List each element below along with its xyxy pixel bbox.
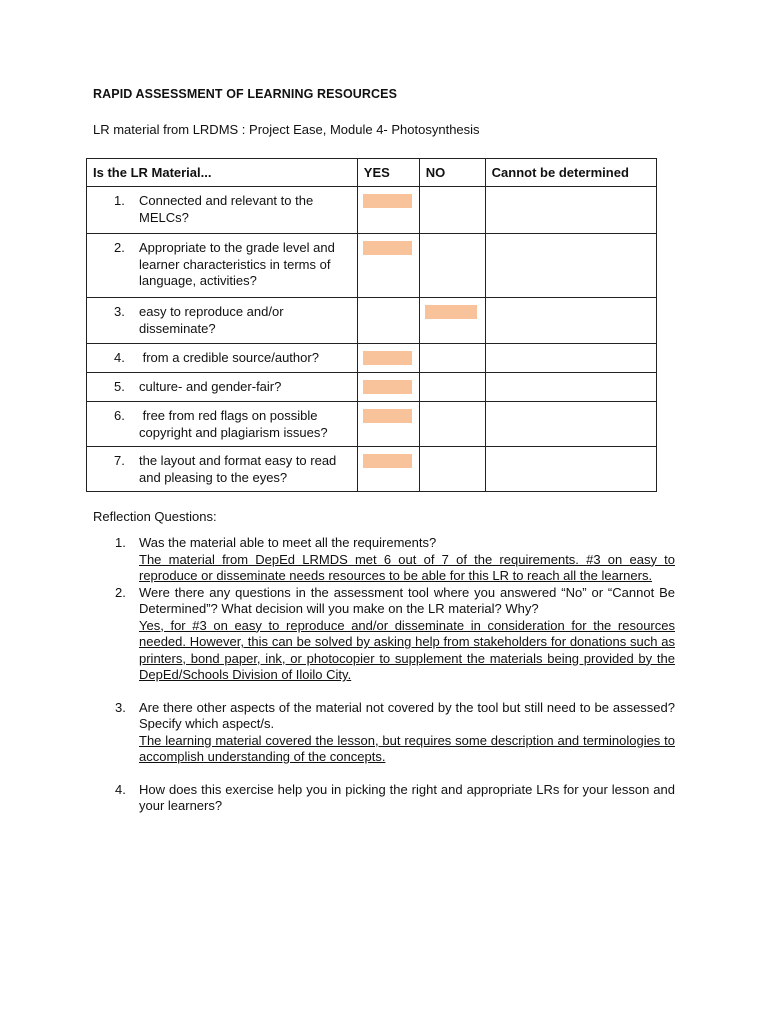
cannot-be-determined-cell <box>485 447 656 492</box>
question-text: Was the material able to meet all the requirements? <box>139 535 437 550</box>
cannot-be-determined-cell <box>485 373 656 402</box>
document-subtitle: LR material from LRDMS : Project Ease, Module 4- Photosynthesis <box>93 122 480 137</box>
assessment-table <box>86 158 657 492</box>
reflection-questions <box>115 535 675 815</box>
yes-highlight-mark <box>363 454 412 468</box>
answer-text: The learning material covered the lesson, but requires some description and terminologies to accomplish understanding of the concepts. <box>139 732 675 764</box>
cannot-be-determined-cell <box>485 402 656 447</box>
item-text: Connected and relevant to the MELCs? <box>139 193 314 225</box>
yes-cell <box>357 344 419 373</box>
no-cell <box>419 402 485 447</box>
item-number: 3. <box>114 304 125 319</box>
no-cell <box>419 187 485 234</box>
criteria-cell <box>87 298 358 344</box>
yes-cell <box>357 187 419 234</box>
yes-highlight-mark <box>363 409 412 423</box>
cannot-be-determined-cell <box>485 234 656 298</box>
table-row <box>87 234 657 298</box>
cannot-be-determined-cell <box>485 187 656 234</box>
question-number: 1. <box>115 535 126 550</box>
yes-cell <box>357 298 419 344</box>
no-cell <box>419 373 485 402</box>
header-criteria: Is the LR Material... <box>87 159 358 187</box>
header-yes: YES <box>357 159 419 187</box>
cannot-be-determined-cell <box>485 298 656 344</box>
item-number: 6. <box>114 408 125 423</box>
yes-cell <box>357 373 419 402</box>
yes-highlight-mark <box>363 380 412 394</box>
item-text: the layout and format easy to read and pleasing to the eyes? <box>139 453 337 485</box>
criteria-cell <box>87 344 358 373</box>
criteria-cell <box>87 402 358 447</box>
yes-cell <box>357 402 419 447</box>
table-row <box>87 402 657 447</box>
item-number: 2. <box>114 240 125 255</box>
list-item <box>115 535 675 585</box>
item-text: free from red flags on possible copyright and plagiarism issues? <box>139 408 328 440</box>
question-text: How does this exercise help you in picking the right and appropriate LRs for your lesson and your learners? <box>139 781 675 813</box>
table-header-row <box>87 159 657 187</box>
item-text: from a credible source/author? <box>139 350 319 365</box>
item-number: 5. <box>114 379 125 394</box>
question-number: 4. <box>115 781 126 797</box>
yes-cell <box>357 234 419 298</box>
criteria-cell <box>87 447 358 492</box>
document-title: RAPID ASSESSMENT OF LEARNING RESOURCES <box>93 87 398 101</box>
criteria-cell <box>87 187 358 234</box>
no-cell <box>419 298 485 344</box>
reflection-heading: Reflection Questions: <box>93 509 217 524</box>
table-row <box>87 373 657 402</box>
list-item <box>115 782 675 815</box>
table-row <box>87 447 657 492</box>
question-text: Are there other aspects of the material not covered by the tool but still need to be assessed? Specify which aspect/s. <box>139 699 675 731</box>
list-item <box>115 585 675 684</box>
yes-cell <box>357 447 419 492</box>
criteria-cell <box>87 373 358 402</box>
question-text: Were there any questions in the assessment tool where you answered “No” or “Cannot Be Determined”? What decision will you make on the LR material? Why? <box>139 584 675 616</box>
question-number: 2. <box>115 584 126 600</box>
item-text: Appropriate to the grade level and learner characteristics in terms of language, activities? <box>139 240 335 288</box>
answer-text: The material from DepEd LRMDS met 6 out of 7 of the requirements. #3 on easy to reproduce or disseminate needs resources to be able for this LR to reach all the learners. <box>139 551 675 583</box>
list-item <box>115 700 675 766</box>
no-cell <box>419 447 485 492</box>
item-number: 7. <box>114 453 125 468</box>
yes-highlight-mark <box>363 194 412 208</box>
no-cell <box>419 234 485 298</box>
table-row <box>87 344 657 373</box>
no-cell <box>419 344 485 373</box>
cannot-be-determined-cell <box>485 344 656 373</box>
yes-highlight-mark <box>363 351 412 365</box>
yes-highlight-mark <box>363 241 412 255</box>
item-number: 4. <box>114 350 125 365</box>
table-row <box>87 187 657 234</box>
item-number: 1. <box>114 193 125 208</box>
header-cannot-be-determined: Cannot be determined <box>485 159 656 187</box>
table-row <box>87 298 657 344</box>
question-number: 3. <box>115 699 126 715</box>
criteria-cell <box>87 234 358 298</box>
answer-text: Yes, for #3 on easy to reproduce and/or disseminate in consideration for the resources needed. However, this can be solved by asking help from stakeholders for donations such as printers, bond paper, ink, or photocopier to supplement the materials being provided by the DepEd/Schools Division of Iloilo City. <box>139 617 675 682</box>
no-highlight-mark <box>425 305 477 319</box>
header-no: NO <box>419 159 485 187</box>
item-text: easy to reproduce and/or disseminate? <box>139 304 284 336</box>
item-text: culture- and gender-fair? <box>139 379 282 394</box>
